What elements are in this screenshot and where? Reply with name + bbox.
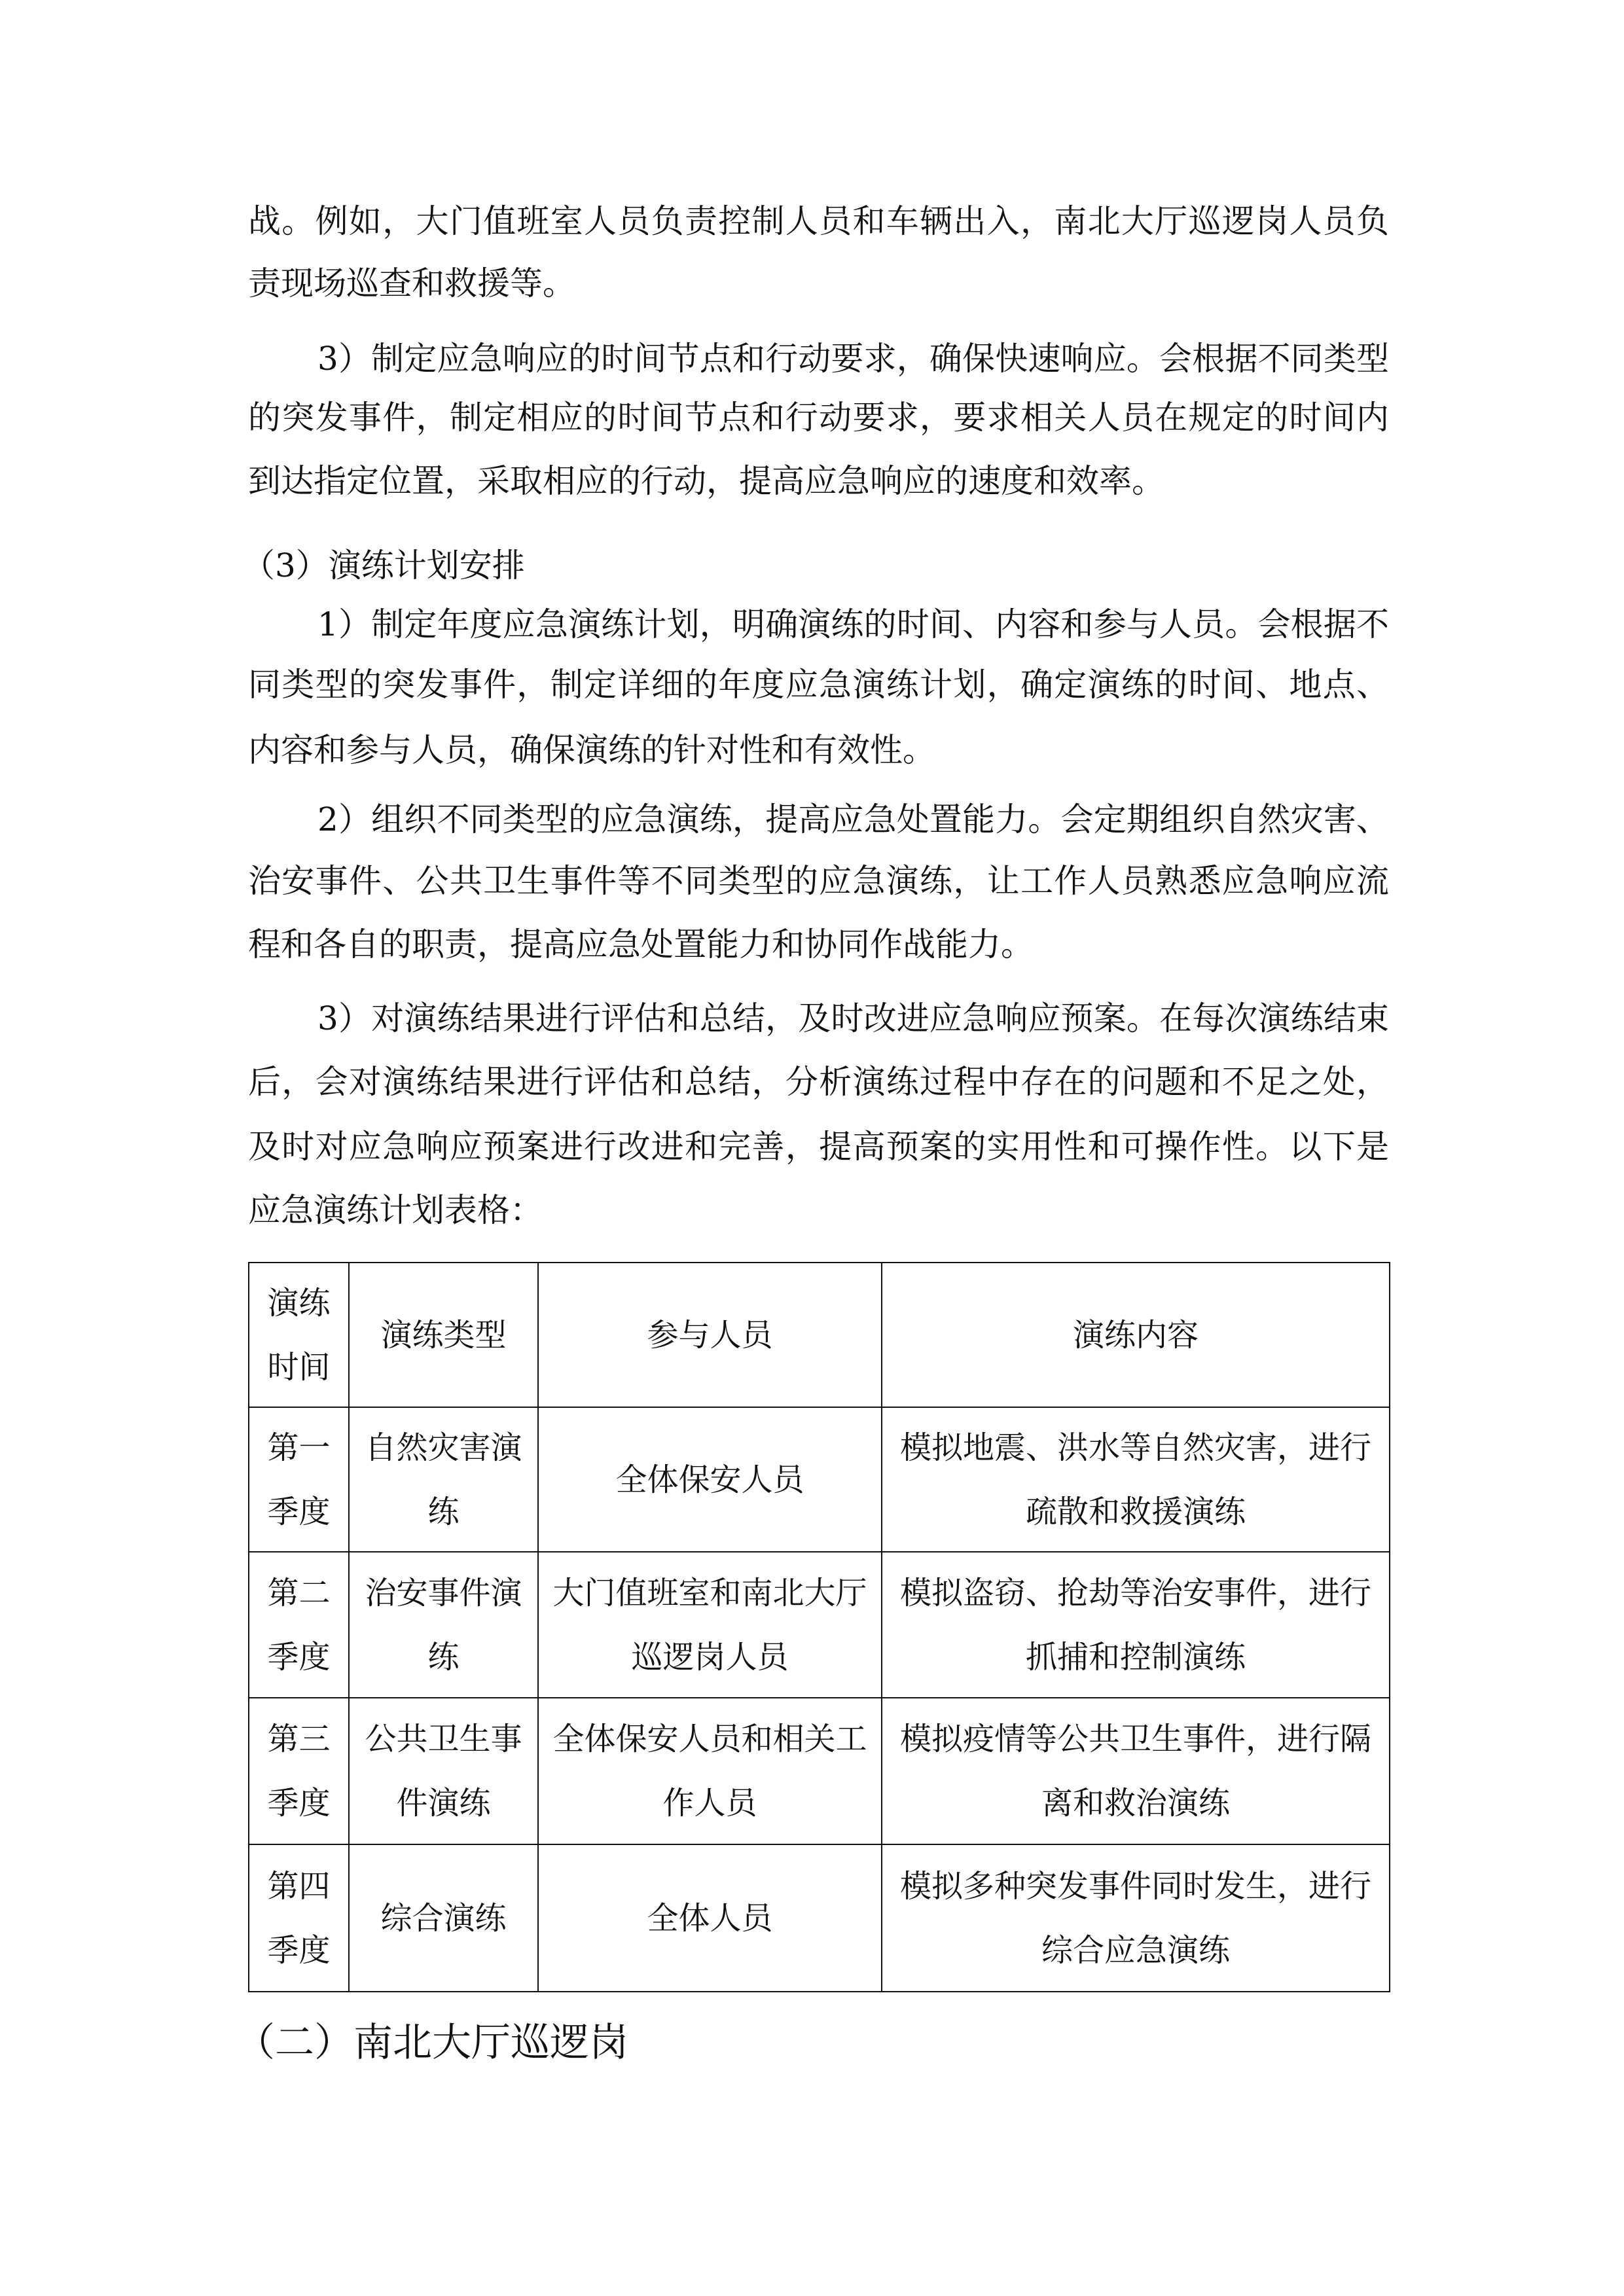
table-cell: 第三季度 xyxy=(249,1698,349,1844)
text-line: 内容和参与人员，确保演练的针对性和有效性。 xyxy=(248,731,935,769)
table-row xyxy=(249,1844,1390,1992)
table-cell: 模拟多种突发事件同时发生，进行综合应急演练 xyxy=(882,1844,1390,1992)
text-line: 战。例如，大门值班室人员负责控制人员和车辆出入，南北大厅巡逻岗人员负 xyxy=(248,202,1389,240)
text-line: 同类型的突发事件，制定详细的年度应急演练计划，确定演练的时间、地点、 xyxy=(248,666,1389,704)
table-cell: 全体人员 xyxy=(538,1844,882,1992)
table-cell: 自然灾害演练 xyxy=(349,1407,538,1552)
table-row xyxy=(249,1552,1390,1698)
text-line: 及时对应急响应预案进行改进和完善，提高预案的实用性和可操作性。以下是 xyxy=(248,1128,1389,1166)
text-line: 后，会对演练结果进行评估和总结，分析演练过程中存在的问题和不足之处， xyxy=(248,1063,1389,1101)
header-cell: 演练内容 xyxy=(882,1263,1390,1407)
text-line: 责现场巡查和救援等。 xyxy=(248,264,575,302)
table-cell: 第四季度 xyxy=(249,1844,349,1992)
table-cell: 公共卫生事件演练 xyxy=(349,1698,538,1844)
drill-plan-table xyxy=(248,1262,1390,1992)
text-line: 程和各自的职责，提高应急处置能力和协同作战能力。 xyxy=(248,925,1034,963)
header-cell: 演练类型 xyxy=(349,1263,538,1407)
table-cell: 模拟疫情等公共卫生事件，进行隔离和救治演练 xyxy=(882,1698,1390,1844)
text-line: 到达指定位置，采取相应的行动，提高应急响应的速度和效率。 xyxy=(248,462,1164,500)
table-cell: 第二季度 xyxy=(249,1552,349,1698)
table-cell: 模拟盗窃、抢劫等治安事件，进行抓捕和控制演练 xyxy=(882,1552,1390,1698)
text-line: 2）组织不同类型的应急演练，提高应急处置能力。会定期组织自然灾害、 xyxy=(317,800,1389,838)
header-cell: 参与人员 xyxy=(538,1263,882,1407)
section-heading: （二）南北大厅巡逻岗 xyxy=(236,2020,628,2066)
subheading: （3）演练计划安排 xyxy=(242,547,525,584)
text-line: 的突发事件，制定相应的时间节点和行动要求，要求相关人员在规定的时间内 xyxy=(248,399,1389,437)
text-line: 3）制定应急响应的时间节点和行动要求，确保快速响应。会根据不同类型 xyxy=(317,340,1389,378)
text-line: 1）制定年度应急演练计划，明确演练的时间、内容和参与人员。会根据不 xyxy=(317,605,1389,643)
header-cell: 演练时间 xyxy=(249,1263,349,1407)
table-row xyxy=(249,1698,1390,1844)
table-cell: 模拟地震、洪水等自然灾害，进行疏散和救援演练 xyxy=(882,1407,1390,1552)
table-cell: 第一季度 xyxy=(249,1407,349,1552)
table-row xyxy=(249,1407,1390,1552)
table-cell: 大门值班室和南北大厅巡逻岗人员 xyxy=(538,1552,882,1698)
table-cell: 全体保安人员 xyxy=(538,1407,882,1552)
table-cell: 治安事件演练 xyxy=(349,1552,538,1698)
table-cell: 综合演练 xyxy=(349,1844,538,1992)
table-cell: 全体保安人员和相关工作人员 xyxy=(538,1698,882,1844)
text-line: 治安事件、公共卫生事件等不同类型的应急演练，让工作人员熟悉应急响应流 xyxy=(248,862,1389,900)
text-line: 3）对演练结果进行评估和总结，及时改进应急响应预案。在每次演练结束 xyxy=(317,999,1389,1037)
text-line: 应急演练计划表格： xyxy=(248,1191,543,1229)
table-header-row xyxy=(249,1263,1390,1407)
